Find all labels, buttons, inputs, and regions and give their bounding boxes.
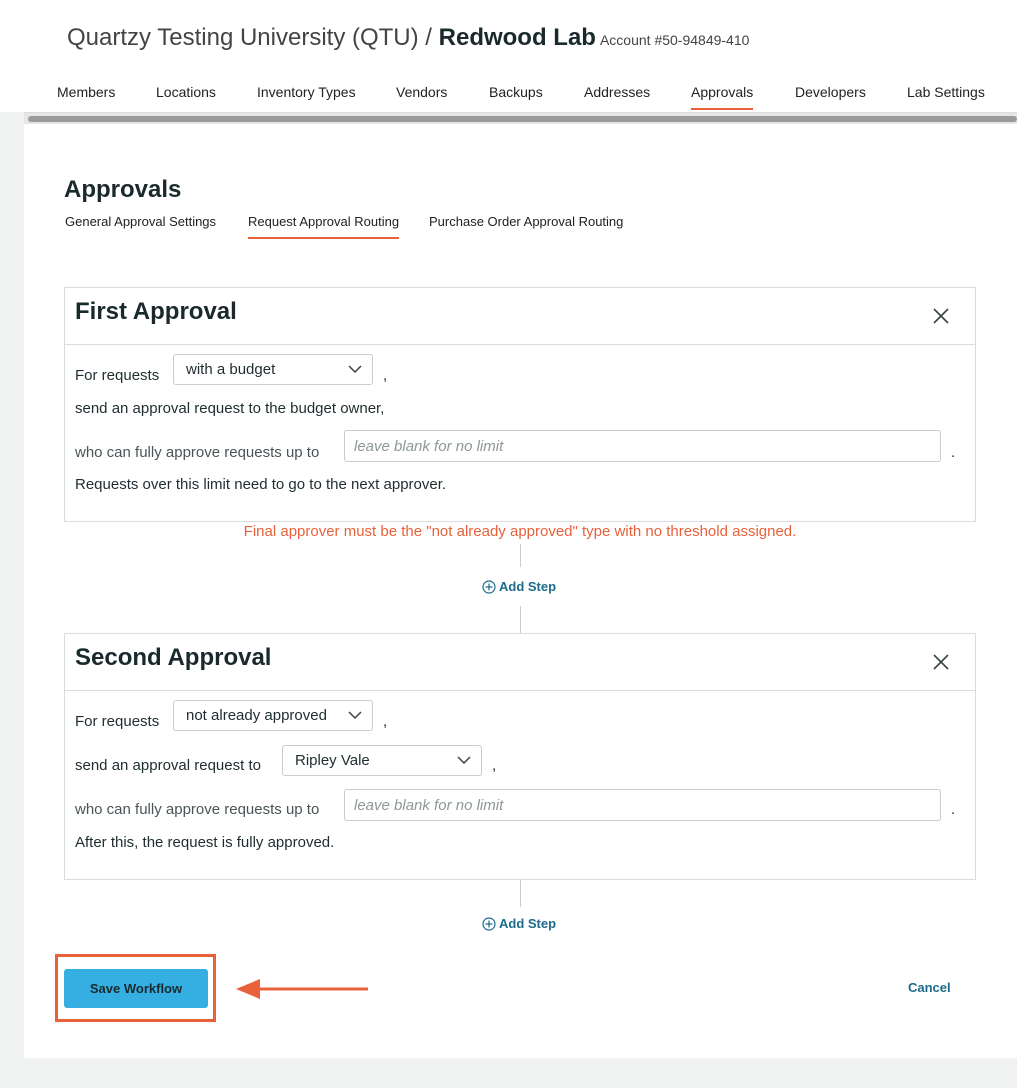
nav-tab-approvals[interactable]: Approvals [691,84,753,110]
plus-circle-icon [482,580,496,594]
for-requests-label: For requests [75,367,160,384]
save-workflow-button[interactable]: Save Workflow [64,969,208,1008]
condition-select[interactable] [173,354,373,385]
comma: , [383,367,388,384]
period: . [951,801,956,818]
account-number: Account #50-94849-410 [599,32,750,48]
add-step-label: Add Step [499,579,557,594]
second-approval-card [64,633,976,880]
second-approval-title: Second Approval [75,644,272,671]
nav-tab-members[interactable]: Members [57,84,116,100]
plus-circle-icon [482,917,496,931]
lab-name: Redwood Lab [438,24,596,51]
connector-line [520,880,521,907]
limit-label: who can fully approve requests up to [75,444,320,461]
connector-line [520,544,521,567]
cancel-link[interactable]: Cancel [908,980,951,995]
approver-select[interactable] [282,745,482,776]
scrollbar-thumb[interactable] [28,116,1017,122]
close-icon[interactable] [931,652,951,672]
close-icon[interactable] [931,306,951,326]
nav-tab-locations[interactable]: Locations [156,84,216,100]
second-approval-body [65,691,975,879]
settings-nav [0,84,1017,112]
first-approval-title: First Approval [75,298,237,325]
nav-tab-developers[interactable]: Developers [795,84,866,100]
top-bar [0,0,1017,112]
limit-input[interactable] [344,789,941,821]
first-approval-card [64,287,976,522]
add-step-button[interactable] [482,579,556,594]
connector-line [520,606,521,633]
second-approval-header [65,634,975,691]
nav-tab-backups[interactable]: Backups [489,84,543,100]
nav-tab-inventory-types[interactable]: Inventory Types [257,84,356,100]
chevron-down-icon [348,364,362,374]
send-approval-text: send an approval request to the budget owner, [75,400,385,417]
limit-label: who can fully approve requests up to [75,801,320,818]
for-requests-label: For requests [75,713,160,730]
limit-input[interactable] [344,430,941,462]
approver-value: Ripley Vale [295,752,370,769]
tab-general-approval-settings[interactable]: General Approval Settings [65,214,217,229]
nav-tab-lab-settings[interactable]: Lab Settings [907,84,985,100]
page-title [67,24,749,52]
final-approval-text: After this, the request is fully approved. [75,834,335,851]
condition-select[interactable] [173,700,373,731]
limit-footer-text: Requests over this limit need to go to the next approver. [75,476,447,493]
error-message: Final approver must be the "not already approved" type with no threshold assigned. [243,523,797,540]
comma: , [492,757,497,774]
org-name: Quartzy Testing University (QTU) / [67,24,439,51]
nav-tab-addresses[interactable]: Addresses [584,84,651,100]
tab-purchase-order-approval-routing[interactable]: Purchase Order Approval Routing [429,214,624,229]
chevron-down-icon [457,755,471,765]
comma: , [383,713,388,730]
horizontal-scrollbar[interactable] [24,112,1017,124]
tab-request-approval-routing[interactable]: Request Approval Routing [248,214,399,239]
add-step-label: Add Step [499,916,557,931]
nav-tab-vendors[interactable]: Vendors [396,84,448,100]
period: . [951,444,956,461]
approvals-heading: Approvals [64,176,182,203]
add-step-button[interactable] [482,916,556,931]
condition-value: with a budget [186,361,276,378]
arrow-left-icon [234,976,370,1002]
chevron-down-icon [348,710,362,720]
send-approval-label: send an approval request to [75,757,261,774]
condition-value: not already approved [186,707,327,724]
first-approval-body [65,345,975,521]
first-approval-header [65,288,975,345]
